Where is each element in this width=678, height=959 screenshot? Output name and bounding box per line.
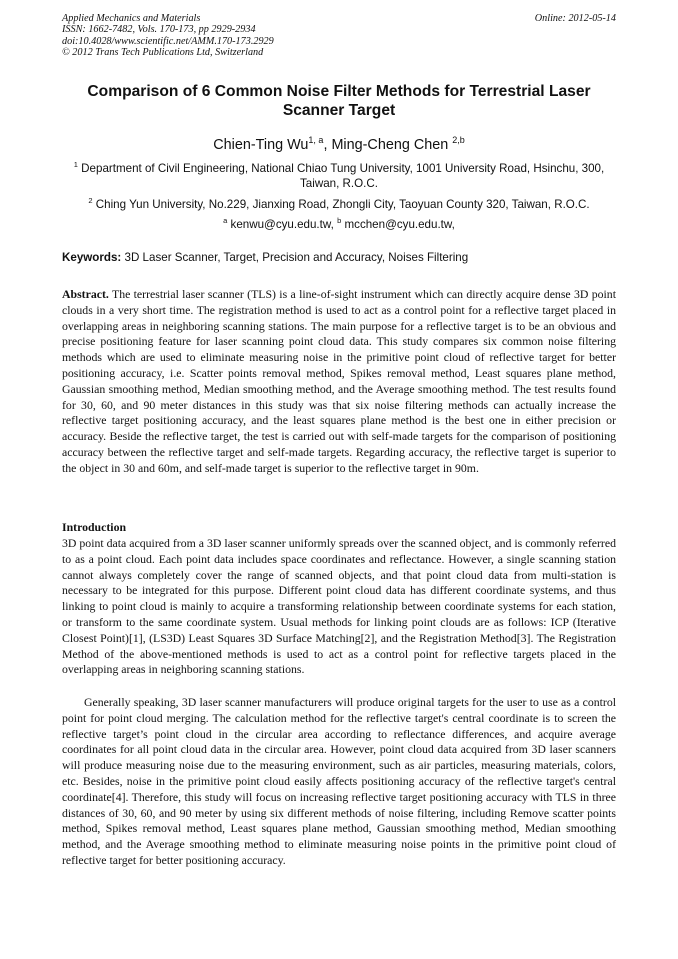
keywords-text: 3D Laser Scanner, Target, Precision and Accuracy, Noises Filtering: [124, 251, 469, 264]
introduction-paragraph: 3D point data acquired from a 3D laser scanner uniformly spreads over the scanned object, and is commonly referred to as a point cloud. Each point data includes space coordinates and reflectance. However, a single scanning station cannot always completely cover the range of scanned objects, and that point cloud data from multi-station is necessary to be integrated for this purpose. Different point cloud data has different coordinate systems, and thus linking to point cloud is mainly to acquire a transforming relationship between coordinate systems for each station, or transform to the same coordinate system. Usual methods for linking point clouds are as follows: ICP (Iterative Closest Point)[1], (LS3D) Least Squares 3D Surface Matching[2], and the Registration Method[3]. The Registration Method of the above-mentioned methods is used to act as a control point for reflective targets placed in the overlapping areas in neighboring scanning stations.: [62, 536, 616, 677]
doi-line: doi:10.4028/www.scientific.net/AMM.170-173.2929: [62, 35, 274, 47]
abstract-text: The terrestrial laser scanner (TLS) is a line-of-sight instrument which can directly acquire dense 3D point clouds in a very short time. The registration method is used to act as a control point for a reflective target placed in overlapping areas in neighboring scanning stations. The main purpose for a reflective target is to be an obvious and precise positioning feature for laser scanning point cloud data. This study compares six common noise filtering methods which are used to eliminate measuring noise in the primitive point cloud of reflective target for better positioning accuracy, i.e. Scatter points removal method, Spikes removal method, Least squares plane method, Gaussian smoothing method, Median smoothing method, and the Average smoothing method. The test results found for 30, 60, and 90 meter distances in this study was that six noise filtering methods can actually increase the reflective target positioning accuracy, and the least squares plane method is the best one in either precision or accuracy. Beside the reflective target, the test is carried out with self-made targets for the comparison of positioning accuracy between the reflective target and self-made targets. Regarding accuracy, the reflective target is superior to the object in 30 and 60m, and self-made target is superior to the reflective target in 90m.: [62, 287, 616, 475]
author-separator: ,: [323, 136, 332, 153]
email-mark: a: [223, 216, 228, 225]
introduction-paragraph: Generally speaking, 3D laser scanner manufacturers will produce original targets for the user to use as a control point for point cloud merging. The calculation method for the reflective target's central coordinate is to screen the reflective target’s point cloud in the circular area according to reflectance differences, and acquire average coordinates for all point cloud data in the circular area. However, point cloud data acquired from 3D laser scanners will produce measuring noise due to the measuring environment, such as air particles, measuring materials, colors, etc. Besides, noise in the primitive point cloud easily affects positioning accuracy of the reflective target's central coordinate[4]. Therefore, this study will focus on increasing reflective target positioning accuracy with TLS in three distances of 30, 60, and 90 meter by using six different methods of noise filtering, including Remove scatter points method, Spikes removal method, Least squares plane method, Gaussian smoothing method, Median smoothing method, and the Average smoothing method to eliminate measuring noise points in the primitive point cloud of reflective target for better positioning accuracy.: [62, 695, 616, 867]
keywords: [62, 251, 616, 265]
paper-title: Comparison of 6 Common Noise Filter Methods for Terrestrial Laser Scanner Target: [87, 83, 591, 119]
email-a: kenwu@cyu.edu.tw,: [230, 217, 334, 231]
email-mark: b: [337, 216, 342, 225]
copyright-line: © 2012 Trans Tech Publications Ltd, Switzerland: [62, 47, 264, 59]
abstract-label: Abstract.: [62, 287, 109, 301]
issn-line: ISSN: 1662-7482, Vols. 170-173, pp 2929-2934: [62, 24, 256, 36]
author-list: [62, 131, 616, 154]
author-name: Chien-Ting Wu: [213, 136, 309, 153]
author-affiliation-mark: 2,b: [452, 135, 465, 145]
author-affiliation-mark: 1, a: [308, 135, 324, 145]
affiliation-mark: 2: [88, 196, 93, 205]
affiliation-2: [62, 193, 616, 212]
affiliation-text: Department of Civil Engineering, National Chiao Tung University, 1001 University Road, Hsinchu, 300, Taiwan, R.O.C.: [81, 161, 605, 191]
affiliation-text: Ching Yun University, No.229, Jianxing Road, Zhongli City, Taoyuan County 320, Taiwan, R.O.C.: [95, 197, 590, 211]
journal-header: [62, 13, 616, 59]
email-b: mcchen@cyu.edu.tw,: [344, 217, 455, 231]
section-heading-introduction: Introduction: [62, 520, 127, 534]
author-name: Ming-Cheng Chen: [331, 136, 449, 153]
affiliation-1: [62, 157, 616, 192]
author-emails: [62, 213, 616, 232]
abstract: [62, 287, 616, 477]
online-date: Online: 2012-05-14: [534, 13, 616, 24]
journal-name: Applied Mechanics and Materials: [62, 13, 201, 24]
keywords-label: Keywords:: [62, 251, 122, 264]
affiliation-mark: 1: [73, 160, 78, 169]
